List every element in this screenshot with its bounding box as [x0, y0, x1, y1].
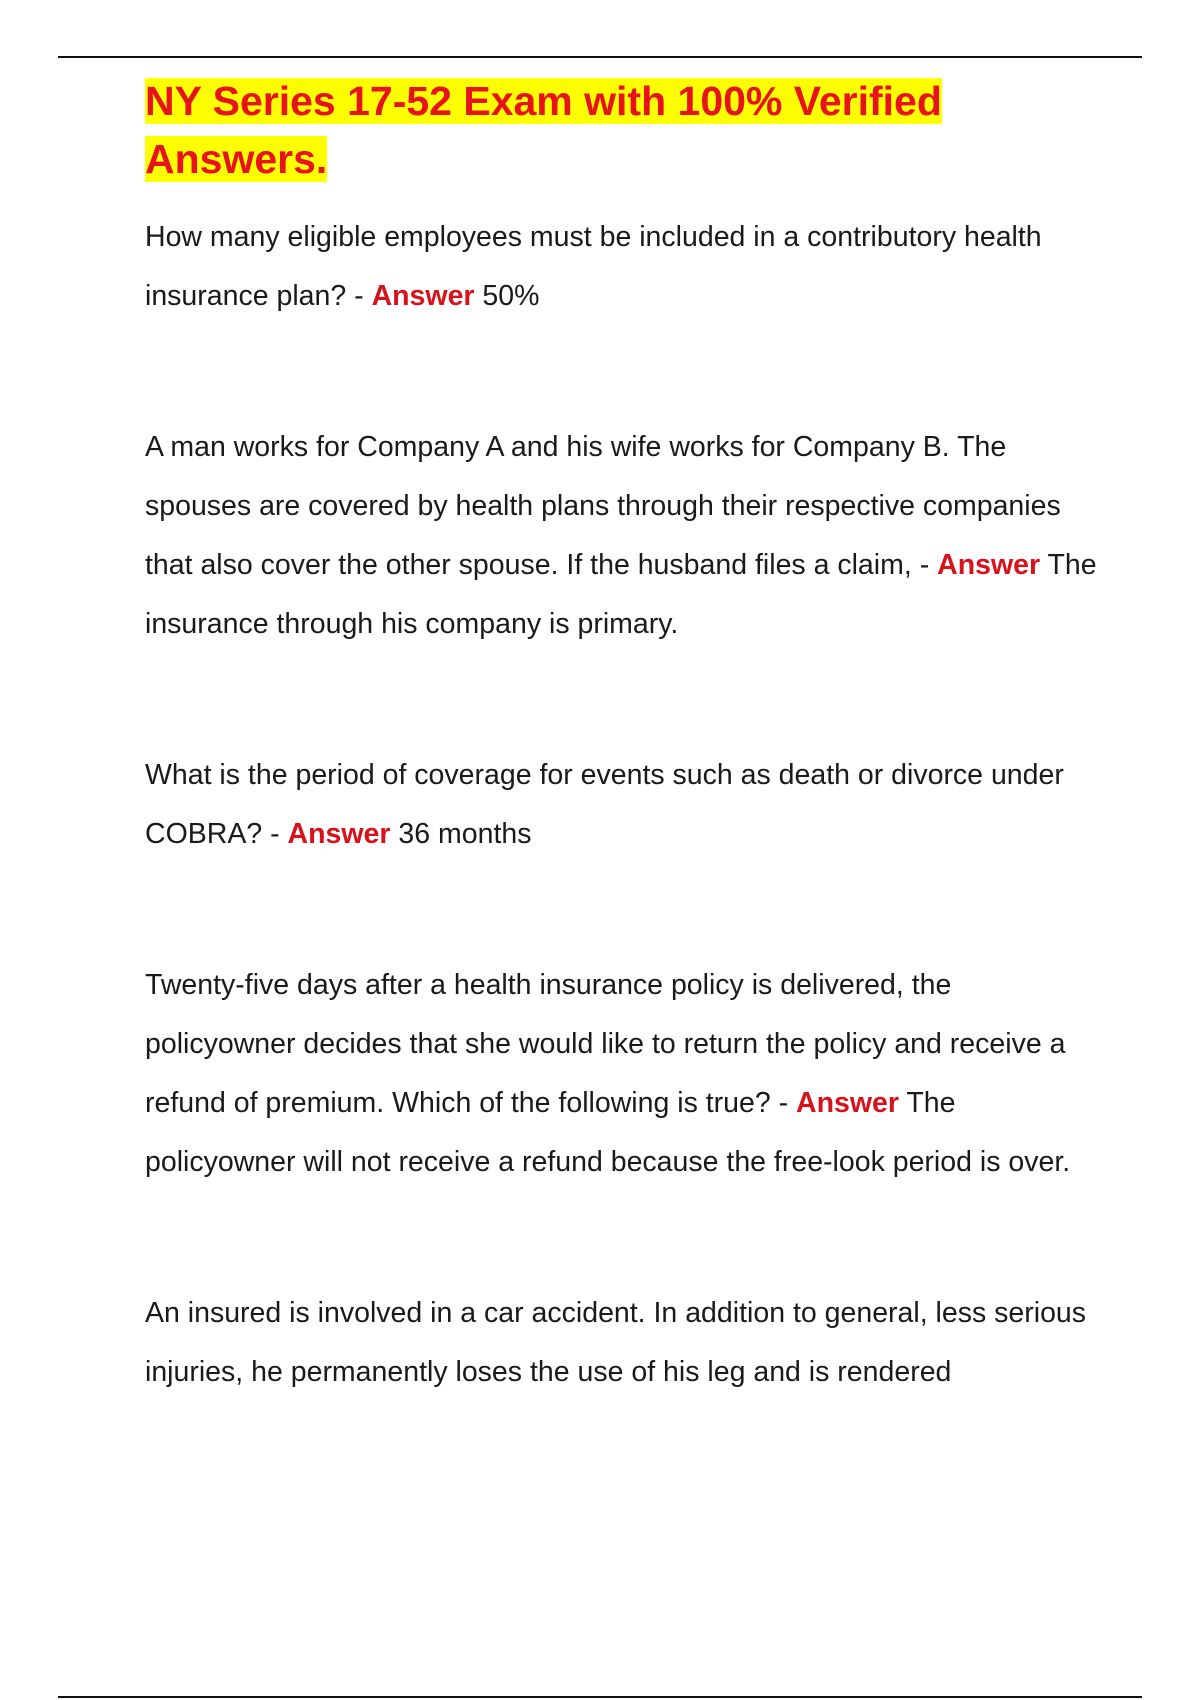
title-highlight: NY Series 17-52 Exam with 100% Verified Answers.: [145, 78, 942, 182]
answer-label: Answer: [796, 1087, 899, 1119]
answer-text: 50%: [474, 280, 540, 312]
question-text: What is the period of coverage for events such as death or divorce under COBRA? -: [145, 759, 1064, 850]
qa-item-1: [145, 208, 1105, 326]
footer-rule: [58, 1696, 1142, 1698]
answer-text: The policyowner will not receive a refund because the free-look period is over.: [145, 1087, 1071, 1178]
answer-text: The insurance through his company is primary.: [145, 549, 1097, 640]
question-text: An insured is involved in a car accident. In addition to general, less serious injuries, he permanently loses the use of his leg and is rendered: [145, 1297, 1087, 1388]
answer-label: Answer: [937, 549, 1041, 581]
header-rule: [58, 56, 1142, 58]
qa-item-3: [145, 746, 1105, 864]
answer-text: 36 months: [390, 818, 532, 850]
qa-item-5: [145, 1284, 1105, 1402]
qa-item-2: [145, 418, 1105, 654]
question-text: How many eligible employees must be included in a contributory health insurance plan? -: [145, 221, 1042, 312]
answer-label: Answer: [287, 818, 391, 850]
question-text: A man works for Company A and his wife works for Company B. The spouses are covered by health plans through their respective companies that also cover the other spouse. If the husband files a claim, -: [145, 431, 1061, 581]
document-body: [145, 72, 1105, 1402]
document-title: [145, 72, 1025, 188]
qa-item-4: [145, 956, 1105, 1192]
answer-label: Answer: [371, 280, 475, 312]
question-text: Twenty-five days after a health insurance policy is delivered, the policyowner decides that she would like to return the policy and receive a refund of premium. Which of the following is true? -: [145, 969, 1066, 1119]
